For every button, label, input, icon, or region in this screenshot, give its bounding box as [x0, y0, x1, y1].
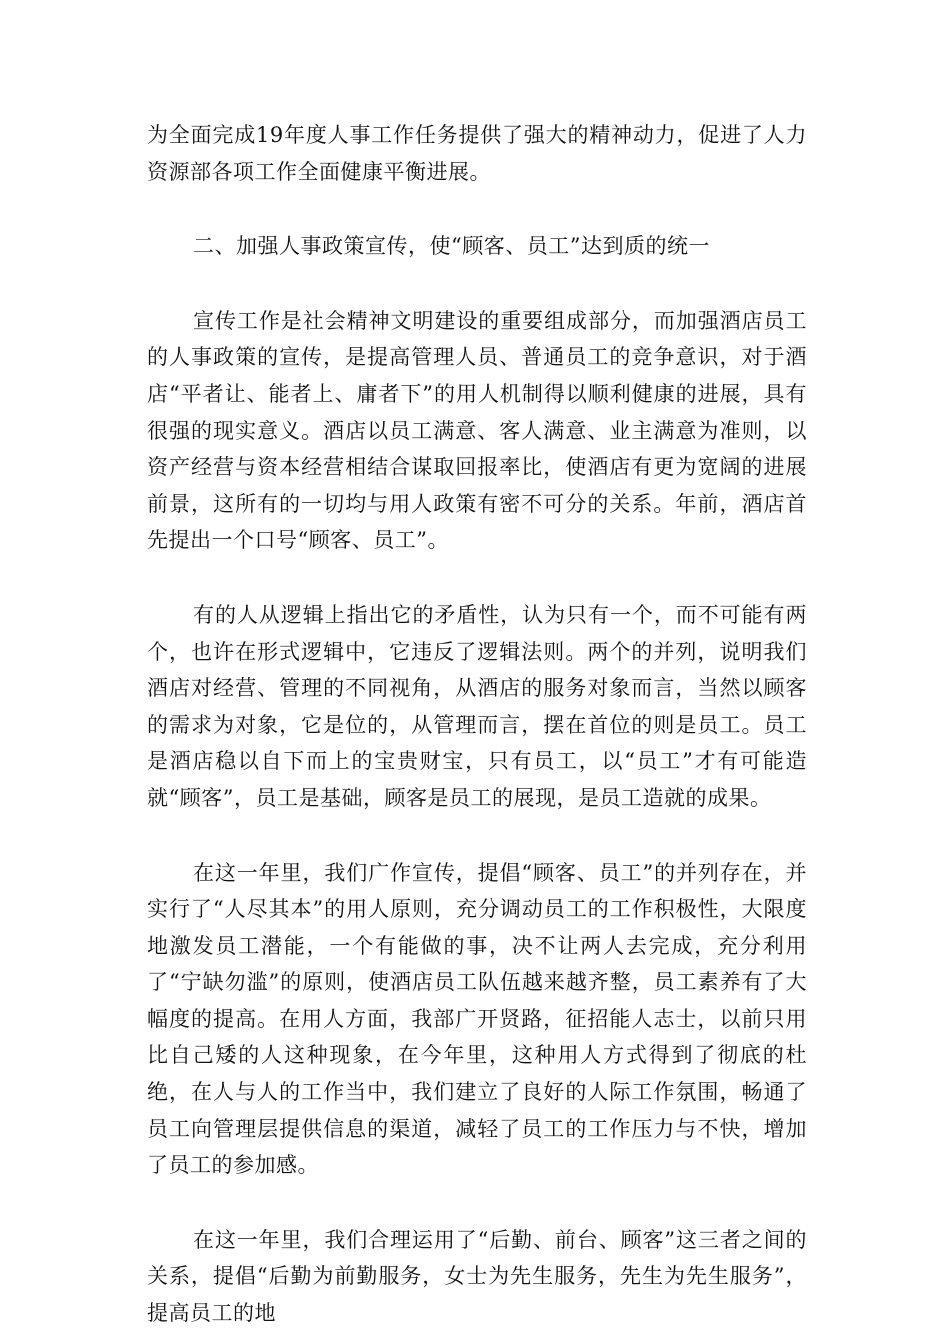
- section-heading: 二、加强人事政策宣传，使“顾客、员工”达到质的统一: [193, 234, 710, 259]
- paragraph-policy-publicity: 宣传工作是社会精神文明建设的重要组成部分，而加强酒店员工的人事政策的宣传，是提高管理人员、普通员工的竞争意识，对于酒店“平者让、能者上、庸者下”的用人机制得以顺利健康的进展，具有很强的现实意义。酒店以员工满意、客人满意、业主满意为准则，以资产经营与资本经营相结合谋取回报率比，使酒店有更为宽阔的进展前景，这所有的一切均与用人政策有密不可分的关系。年前，酒店首先提出一个口号“顾客、员工”。: [147, 308, 807, 553]
- paragraph-logic-argument: 有的人从逻辑上指出它的矛盾性，认为只有一个，而不可能有两个，也许在形式逻辑中，它违反了逻辑法则。两个的并列，说明我们酒店对经营、管理的不同视角，从酒店的服务对象而言，当然以顾客的需求为对象，它是位的，从管理而言，摆在首位的则是员工。员工是酒店稳以自下而上的宝贵财宝，只有员工，以“员工”才有可能造就“顾客”，员工是基础，顾客是员工的展现，是员工造就的成果。: [147, 602, 807, 810]
- document-page: [147, 117, 807, 1332]
- paragraph-back-front-office: 在这一年里，我们合理运用了“后勤、前台、顾客”这三者之间的关系，提倡“后勤为前勤服务，女士为先生服务，先生为先生服务”，提高员工的地: [147, 1227, 807, 1326]
- paragraph-continuation: 为全面完成19年度人事工作任务提供了强大的精神动力，促进了人力资源部各项工作全面健康平衡进展。: [147, 123, 807, 184]
- paragraph-year-publicity: 在这一年里，我们广作宣传，提倡“顾客、员工”的并列存在，并实行了“人尽其本”的用人原则，充分调动员工的工作积极性，大限度地激发员工潜能，一个有能做的事，决不让两人去完成，充分利用了“宁缺勿滥”的原则，使酒店员工队伍越来越齐整，员工素养有了大幅度的提高。在用人方面，我部广开贤路，征招能人志士，以前只用比自己矮的人这种现象，在今年里，这种用人方式得到了彻底的杜绝，在人与人的工作当中，我们建立了良好的人际工作氛围，畅通了员工向管理层提供信息的渠道，减轻了员工的工作压力与不快，增加了员工的参加感。: [147, 860, 807, 1178]
